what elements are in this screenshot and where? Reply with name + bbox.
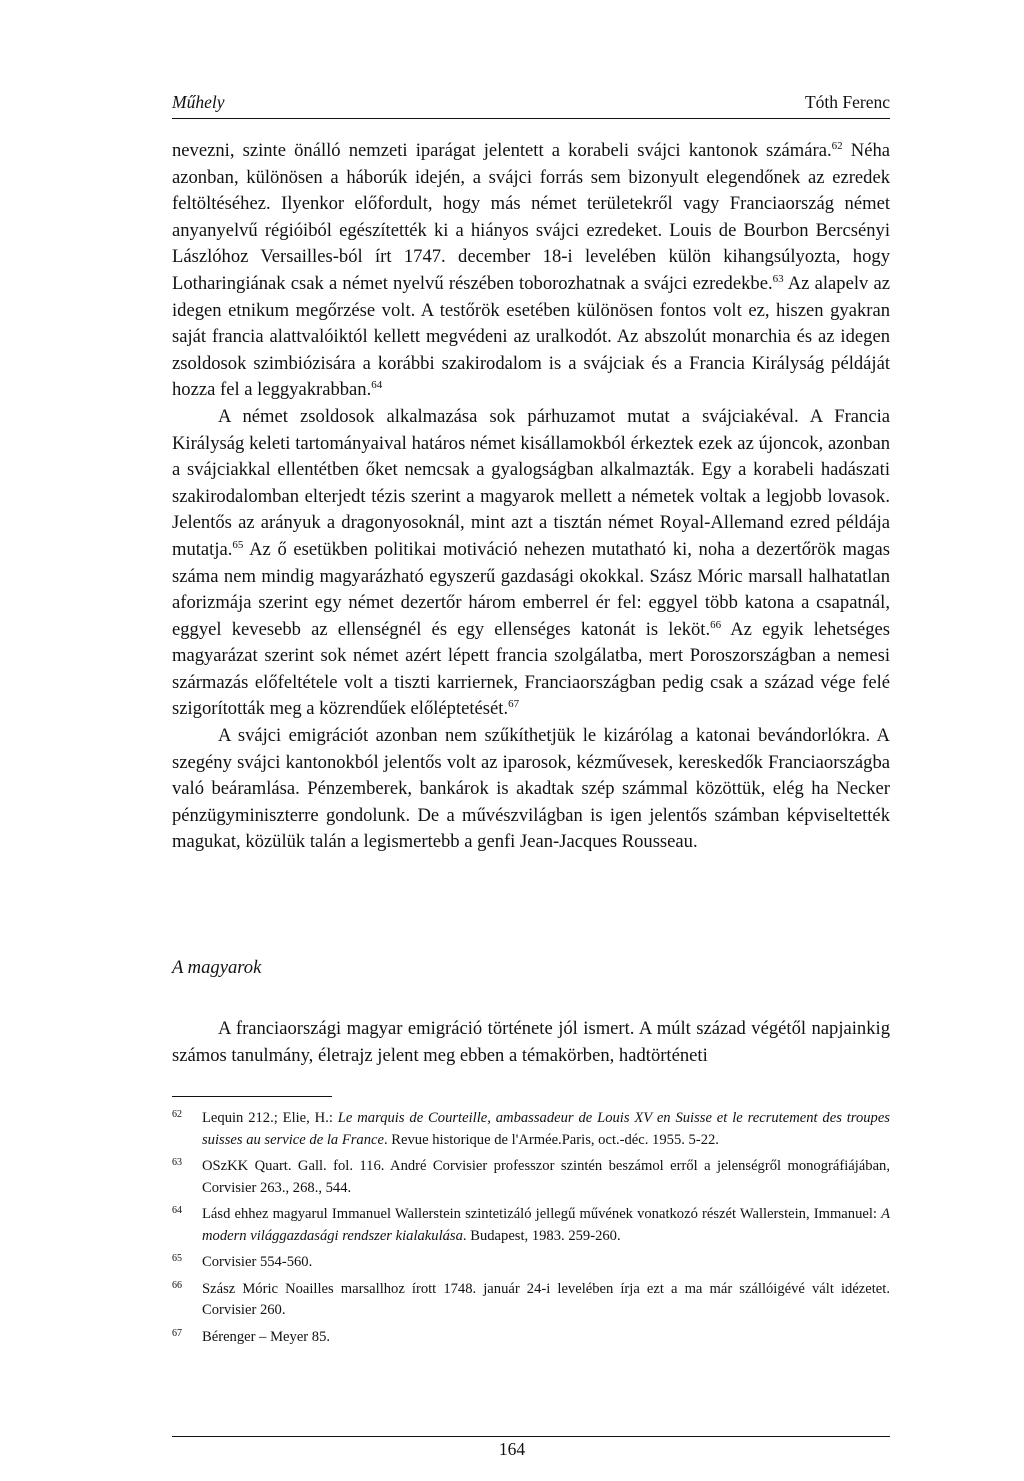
section-heading: A magyarok (172, 957, 262, 978)
footnote-number: 66 (172, 1279, 182, 1291)
paragraph: A franciaországi magyar emigráció története jól ismert. A múlt század végétől napjainkig számos tanulmány, életrajz jelent meg ebben a témakörben, hadtörténeti (172, 1018, 890, 1066)
header-author: Tóth Ferenc (804, 92, 890, 112)
paragraph-text: A svájci emigrációt azonban nem szűkíthetjük le kizárólag a katonai bevándorlókra. A szegény svájci kantonokból jelentős volt az iparosok, kézművesek, kereskedők Franciaországba való beáramlása. Pénzemberek, bankárok is akadtak szép számmal közöttük, elég ha Necker pénzügyminiszterre gondolunk. De a művészvilágban is igen jelentős számban képviseltették magukat, közülük talán a legismertebb a genfi Jean-Jacques Rousseau. (172, 725, 890, 853)
footnote-text: . Budapest, 1983. 259-260. (462, 1227, 621, 1244)
footnote-text: Szász Móric Noailles marsallhoz írott 1748. január 24-i levelében írja ezt a ma már szállóigévé vált idézetet. Corvisier 260. (202, 1280, 890, 1318)
footnote-divider (172, 1096, 332, 1097)
paragraph-text: A német zsoldosok alkalmazása sok párhuzamot mutat a svájciakéval. A Francia Királyság keleti tartományaival határos német kisállamokból érkeztek ezek az újoncok, azonban a svájciakkal ellentétben őket nemcsak a gyalogságban alkalmazták. Egy a korabeli hadászati szakirodalomban elterjedt tézis szerint a magyarok mellett a németek voltak a legjobb lovasok. Jelentős az arányuk a dragonyosoknál, mint azt a tisztán német Royal-Allemand ezred példája mutatja. (172, 405, 890, 560)
footnote-text: Lásd ehhez magyarul Immanuel Wallerstein szintetizáló jellegű művének vonatkozó részét Wallerstein, Immanuel: (202, 1206, 882, 1222)
footnote-number: 62 (172, 1109, 182, 1120)
footnote-text: OSzKK Quart. Gall. fol. 116. André Corvisier professzor szintén beszámol erről a jelenségről monográfiájában, Corvisier 263., 268., 544. (202, 1158, 890, 1196)
footnote-text: . Revue historique de l'Armée.Paris, oct.-déc. 1955. 5-22. (383, 1131, 719, 1148)
paragraph (172, 138, 890, 404)
footnote-number: 67 (172, 1327, 182, 1339)
paragraph-text: nevezni, szinte önálló nemzeti iparágat jelentett a korabeli svájci kantonok számára. (172, 140, 832, 161)
paragraph-text: Néha azonban, különösen a háborúk idején, a svájci forrás sem bizonyult elegendőnek az ezredek feltöltéséhez. Ilyenkor előfordult, hogy más német területekről vagy Franciaország német anyanyelvű régióiból egészítették ki a hiányos svájci ezredeket. Louis de Bourbon Bercsényi Lászlóhoz Versailles-ból írt 1747. december 18-i levelében külön kihangsúlyozta, hogy Lotharingiának csak a német nyelvű részében toborozhatnak a svájci ezredekbe. (172, 140, 890, 294)
footnote-ref: 64 (371, 379, 383, 392)
paragraph-text: Az egyik lehetséges magyarázat szerint sok német azért lépett francia szolgálatba, mert Poroszországban a nemesi származás előfeltétele volt a tiszti karriernek, Franciaországban pedig csak a század vége felé szigorították meg a közrendűek előléptetését. (172, 618, 890, 720)
section-text (172, 1016, 890, 1069)
header-section-title: Műhely (172, 92, 225, 112)
footnote (172, 1252, 890, 1274)
footnote-title: A modern világgazdasági rendszer kialakulása (202, 1206, 890, 1244)
footnote-ref: 66 (710, 618, 722, 631)
paragraph (172, 404, 890, 723)
footnote (172, 1204, 890, 1247)
footnote (172, 1156, 890, 1199)
footnote-title: Le marquis de Courteille, ambassadeur de Louis XV en Suisse et le recrutement des troupes suisses au service de la France (202, 1110, 890, 1148)
running-header (172, 88, 890, 119)
footnote (172, 1327, 890, 1349)
footnote-number: 63 (172, 1157, 182, 1168)
footnote-number: 64 (172, 1205, 182, 1216)
footnote-ref: 67 (508, 698, 520, 711)
paragraph-text: Az ő esetükben politikai motiváció nehezen mutatható ki, noha a dezertőrök magas száma nem mindig magyarázható egyszerű gazdasági okokkal. Szász Móric marsall halhatatlan aforizmája szerint egy német dezertőr három emberrel ér fel: eggyel több katona a csapatnál, eggyel kevesebb az ellenségnél és egy ellenséges katonát is leköt. (172, 538, 890, 640)
paragraph-text: Az alapelv az idegen etnikum megőrzése volt. A testőrök esetében különösen fontos volt ez, hiszen gyakran saját francia alattvalóiktól kellett megvédeni az uralkodót. Az abszolút monarchia és az idegen zsoldosok szimbiózisára a korábbi szakirodalom is a svájciak és a Francia Királyság példáját hozza fel a leggyakrabban. (172, 272, 890, 401)
footnote-text: Corvisier 554-560. (202, 1254, 313, 1270)
bottom-divider (172, 1436, 890, 1437)
footnote-number: 65 (172, 1253, 182, 1264)
footnotes (172, 1108, 890, 1353)
footnote-text: Bérenger – Meyer 85. (202, 1328, 331, 1345)
paragraph (172, 723, 890, 856)
page-number: 164 (498, 1439, 526, 1459)
footnote-text: Lequin 212.; Elie, H.: (202, 1110, 338, 1126)
footnote-ref: 63 (772, 272, 784, 285)
footnote-ref: 62 (831, 140, 843, 152)
main-text (172, 138, 890, 856)
footnote-ref: 65 (232, 538, 244, 551)
footnote (172, 1279, 890, 1322)
footnote (172, 1108, 890, 1151)
